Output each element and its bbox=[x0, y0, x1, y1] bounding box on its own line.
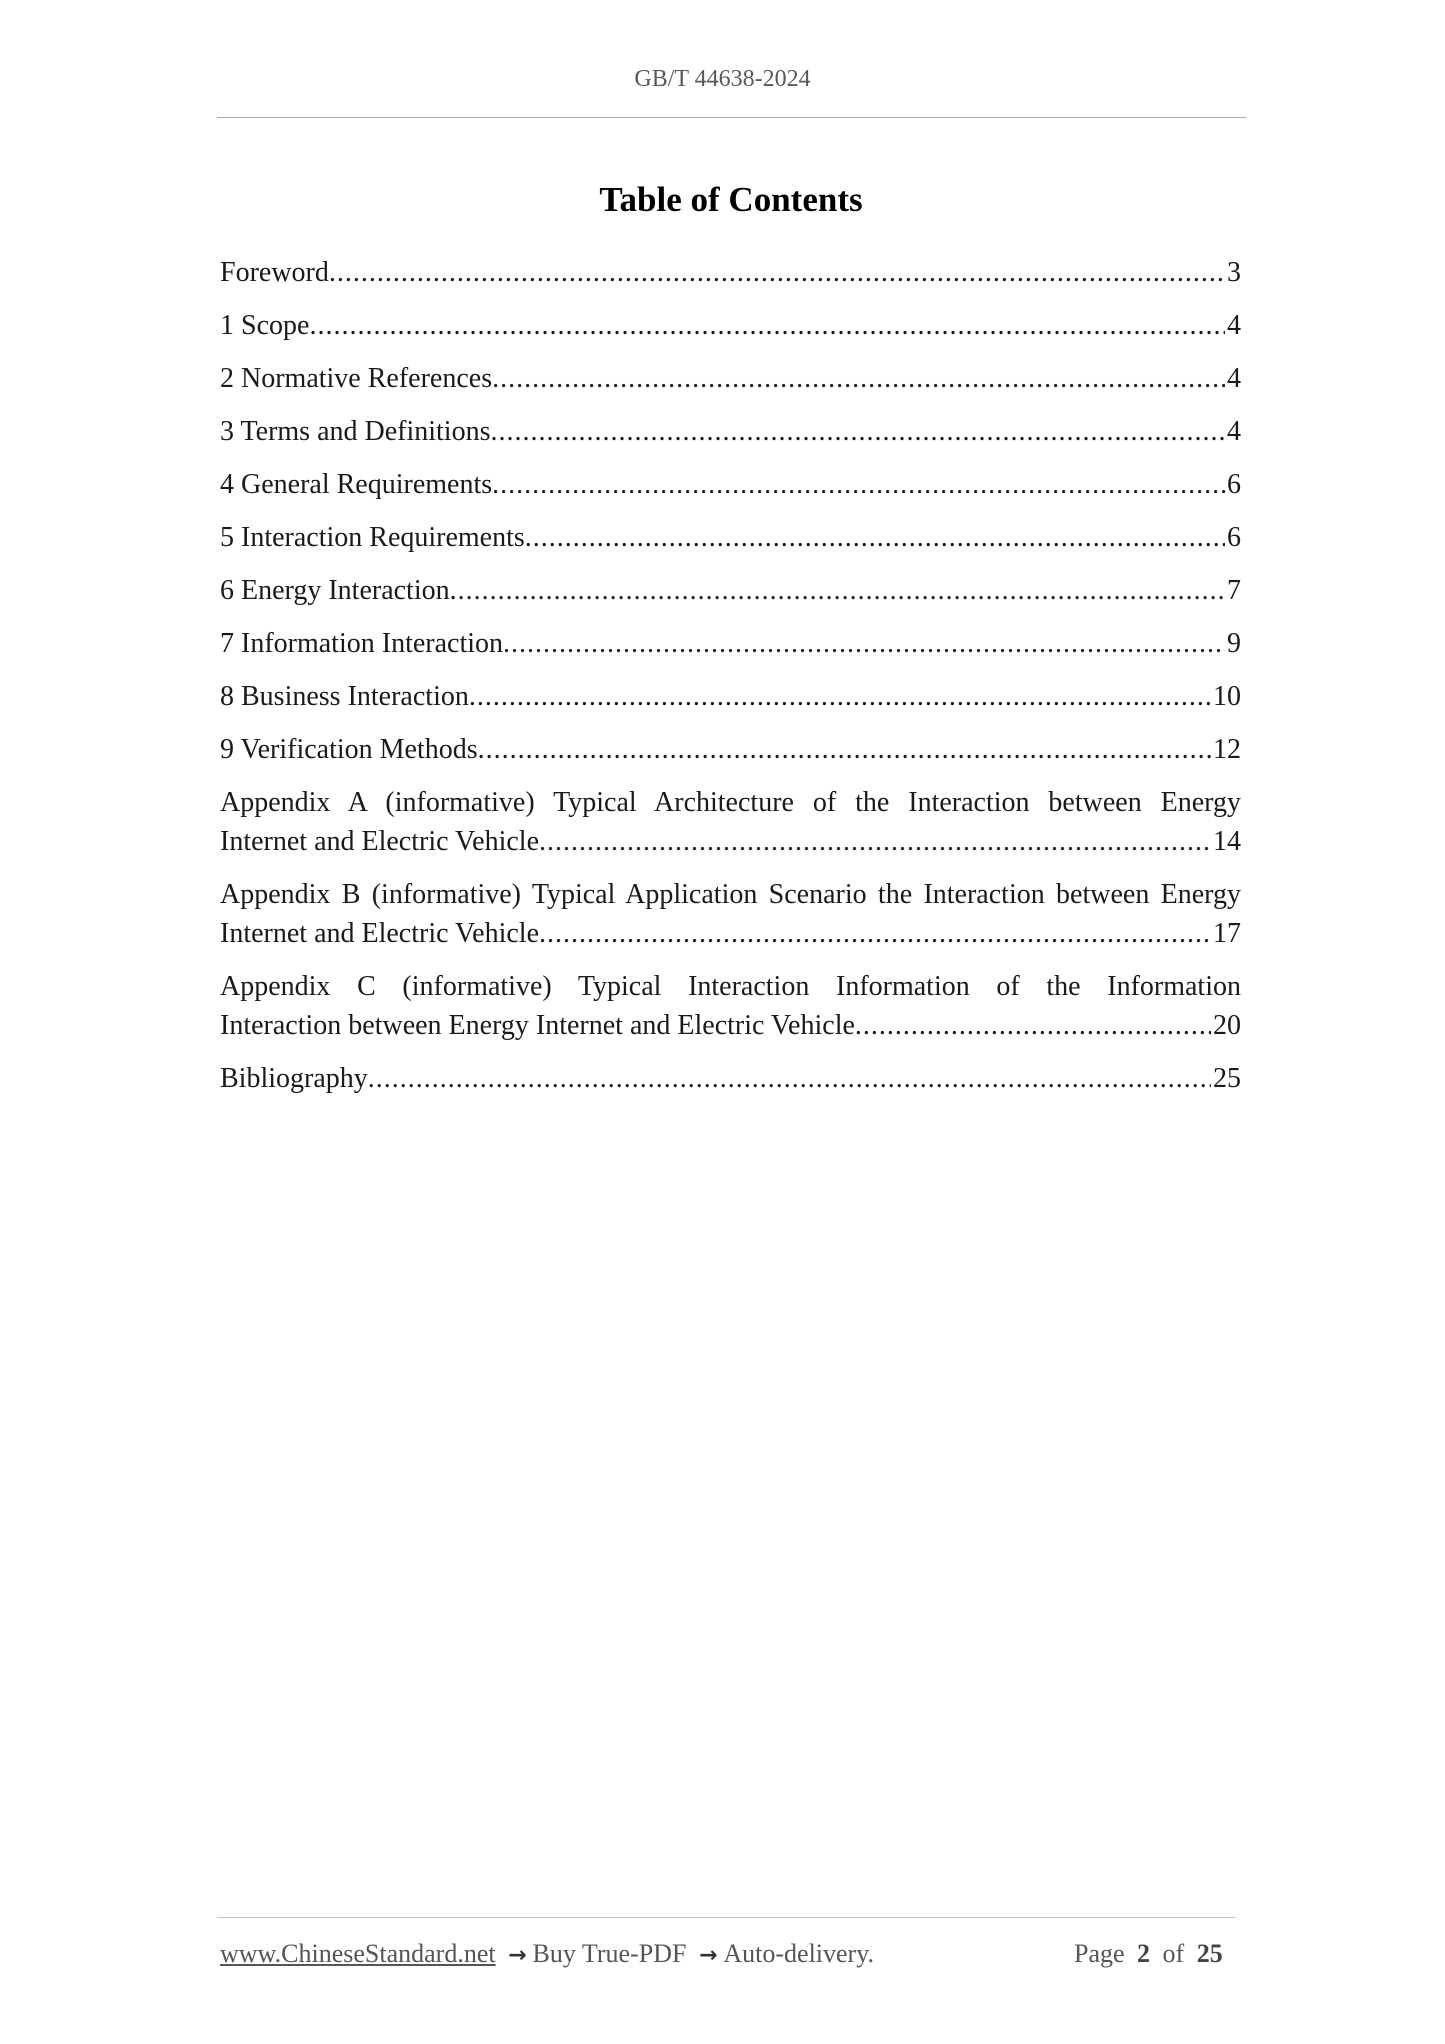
toc-entry-label: Bibliography bbox=[220, 1063, 368, 1094]
toc-entry-title-line: Appendix A (informative) Typical Architecture of the Interaction between Energy bbox=[220, 787, 1241, 818]
site-link[interactable]: www.ChineseStandard.net bbox=[220, 1939, 496, 1968]
toc-entry-page: 9 bbox=[1227, 628, 1241, 659]
toc-entry-label: Foreword bbox=[220, 257, 329, 288]
toc-entry-page: 17 bbox=[1213, 918, 1241, 949]
dot-leader bbox=[539, 914, 1211, 953]
toc-entry-label: 4 General Requirements bbox=[220, 469, 493, 500]
footer-promo bbox=[220, 1939, 874, 1969]
toc-entry-label: 1 Scope bbox=[220, 310, 310, 341]
arrow-right-icon: → bbox=[698, 1943, 718, 1968]
toc-entry-page: 14 bbox=[1213, 826, 1241, 857]
dot-leader bbox=[450, 571, 1225, 610]
toc-list bbox=[220, 253, 1241, 1112]
header-divider bbox=[217, 117, 1246, 118]
page-of-label: of bbox=[1162, 1939, 1185, 1968]
toc-entry-title-line: Appendix C (informative) Typical Interaction Information of the Information bbox=[220, 971, 1241, 1002]
toc-entry-label: 3 Terms and Definitions bbox=[220, 416, 491, 447]
toc-entry-page: 6 bbox=[1227, 522, 1241, 553]
toc-entry-appendix-a[interactable] bbox=[220, 783, 1241, 861]
document-id-header: GB/T 44638-2024 bbox=[634, 66, 811, 92]
toc-entry-foreword[interactable] bbox=[220, 253, 1241, 292]
toc-entry-label: 6 Energy Interaction bbox=[220, 575, 450, 606]
toc-entry-label: Internet and Electric Vehicle bbox=[220, 826, 539, 857]
toc-entry-page: 3 bbox=[1227, 257, 1241, 288]
toc-entry-title-line: Appendix B (informative) Typical Application Scenario the Interaction between Energy bbox=[220, 879, 1241, 910]
toc-entry-interaction-requirements[interactable] bbox=[220, 518, 1241, 557]
arrow-right-icon: → bbox=[508, 1943, 527, 1968]
toc-entry-page: 4 bbox=[1227, 310, 1241, 341]
dot-leader bbox=[309, 306, 1225, 345]
toc-entry-scope[interactable] bbox=[220, 306, 1241, 345]
buy-text: Buy True-PDF bbox=[532, 1939, 687, 1968]
dot-leader bbox=[492, 465, 1225, 504]
dot-leader bbox=[490, 412, 1225, 451]
dot-leader bbox=[469, 677, 1211, 716]
toc-entry-bibliography[interactable] bbox=[220, 1059, 1241, 1098]
footer-divider bbox=[217, 1917, 1236, 1918]
toc-entry-business-interaction[interactable] bbox=[220, 677, 1241, 716]
toc-entry-appendix-c[interactable] bbox=[220, 967, 1241, 1045]
toc-entry-page: 6 bbox=[1227, 469, 1241, 500]
toc-entry-label: 5 Interaction Requirements bbox=[220, 522, 525, 553]
toc-entry-normative-references[interactable] bbox=[220, 359, 1241, 398]
dot-leader bbox=[539, 822, 1211, 861]
toc-entry-page: 4 bbox=[1227, 363, 1241, 394]
dot-leader bbox=[492, 359, 1225, 398]
toc-entry-label: 8 Business Interaction bbox=[220, 681, 469, 712]
toc-entry-page: 25 bbox=[1213, 1063, 1241, 1094]
toc-entry-label: Interaction between Energy Internet and Electric Vehicle bbox=[220, 1010, 855, 1041]
page-indicator bbox=[1074, 1939, 1229, 1969]
toc-entry-label: 9 Verification Methods bbox=[220, 734, 478, 765]
dot-leader bbox=[368, 1059, 1211, 1098]
dot-leader bbox=[525, 518, 1225, 557]
toc-entry-energy-interaction[interactable] bbox=[220, 571, 1241, 610]
dot-leader bbox=[503, 624, 1225, 663]
toc-entry-page: 7 bbox=[1227, 575, 1241, 606]
dot-leader bbox=[478, 730, 1211, 769]
toc-entry-page: 20 bbox=[1213, 1010, 1241, 1041]
toc-entry-label: 2 Normative References bbox=[220, 363, 493, 394]
toc-heading: Table of Contents bbox=[599, 180, 863, 219]
delivery-text: Auto-delivery. bbox=[723, 1939, 875, 1968]
dot-leader bbox=[855, 1006, 1211, 1045]
toc-entry-label: 7 Information Interaction bbox=[220, 628, 504, 659]
dot-leader bbox=[329, 253, 1225, 292]
toc-entry-verification-methods[interactable] bbox=[220, 730, 1241, 769]
toc-entry-information-interaction[interactable] bbox=[220, 624, 1241, 663]
toc-entry-page: 12 bbox=[1213, 734, 1241, 765]
page-current: 2 bbox=[1137, 1939, 1151, 1968]
toc-entry-label: Internet and Electric Vehicle bbox=[220, 918, 539, 949]
toc-entry-page: 10 bbox=[1213, 681, 1241, 712]
page-total: 25 bbox=[1196, 1939, 1223, 1968]
toc-entry-terms-definitions[interactable] bbox=[220, 412, 1241, 451]
toc-entry-page: 4 bbox=[1227, 416, 1241, 447]
toc-entry-general-requirements[interactable] bbox=[220, 465, 1241, 504]
page-label: Page bbox=[1074, 1939, 1125, 1968]
toc-entry-appendix-b[interactable] bbox=[220, 875, 1241, 953]
